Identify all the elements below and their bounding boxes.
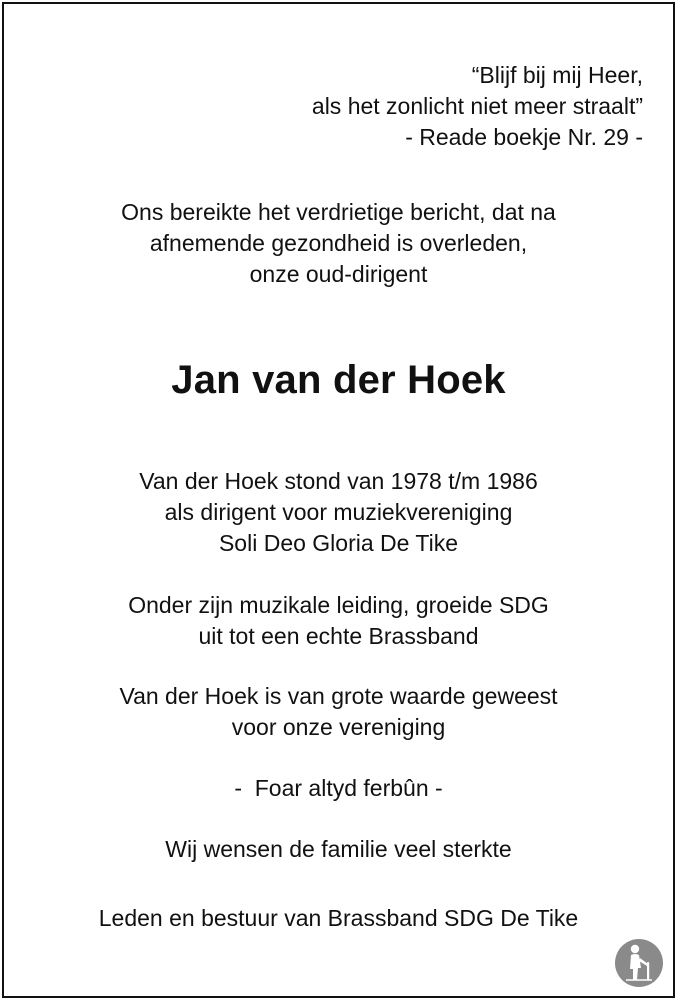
career-line-1: Van der Hoek stond van 1978 t/m 1986 xyxy=(139,468,538,494)
value-line-1: Van der Hoek is van grote waarde geweest xyxy=(119,683,558,709)
farewell-line xyxy=(0,773,677,804)
career-line-3: Soli Deo Gloria De Tike xyxy=(218,530,459,556)
signature-line xyxy=(0,903,677,934)
intro-line-2: afnemende gezondheid is overleden, xyxy=(149,230,528,256)
quote-block xyxy=(312,60,643,153)
career-paragraph xyxy=(0,466,677,559)
intro-line-3: onze oud-dirigent xyxy=(249,261,428,287)
wishes-line xyxy=(0,834,677,865)
quote-line-2: als het zonlicht niet meer straalt” xyxy=(311,93,643,119)
value-paragraph xyxy=(0,681,677,743)
wishes-text: Wij wensen de familie veel sterkte xyxy=(165,836,512,862)
quote-line-1: “Blijf bij mij Heer, xyxy=(471,62,643,88)
intro-line-1: Ons bereikte het verdrietige bericht, dat na xyxy=(121,199,556,225)
intro-text xyxy=(0,197,677,290)
deceased-name: Jan van der Hoek xyxy=(171,358,506,402)
brassband-line-2: uit tot een echte Brassband xyxy=(198,623,479,649)
quote-source: - Reade boekje Nr. 29 - xyxy=(405,124,643,150)
farewell-text: - Foar altyd ferbûn - xyxy=(234,775,443,801)
brassband-paragraph xyxy=(0,590,677,652)
signature-text: Leden en bestuur van Brassband SDG De Tike xyxy=(98,905,579,931)
career-line-2: als dirigent voor muziekvereniging xyxy=(164,499,513,525)
memorial-figure-icon xyxy=(614,938,664,988)
brassband-line-1: Onder zijn muzikale leiding, groeide SDG xyxy=(128,592,549,618)
value-line-2: voor onze vereniging xyxy=(231,714,446,740)
